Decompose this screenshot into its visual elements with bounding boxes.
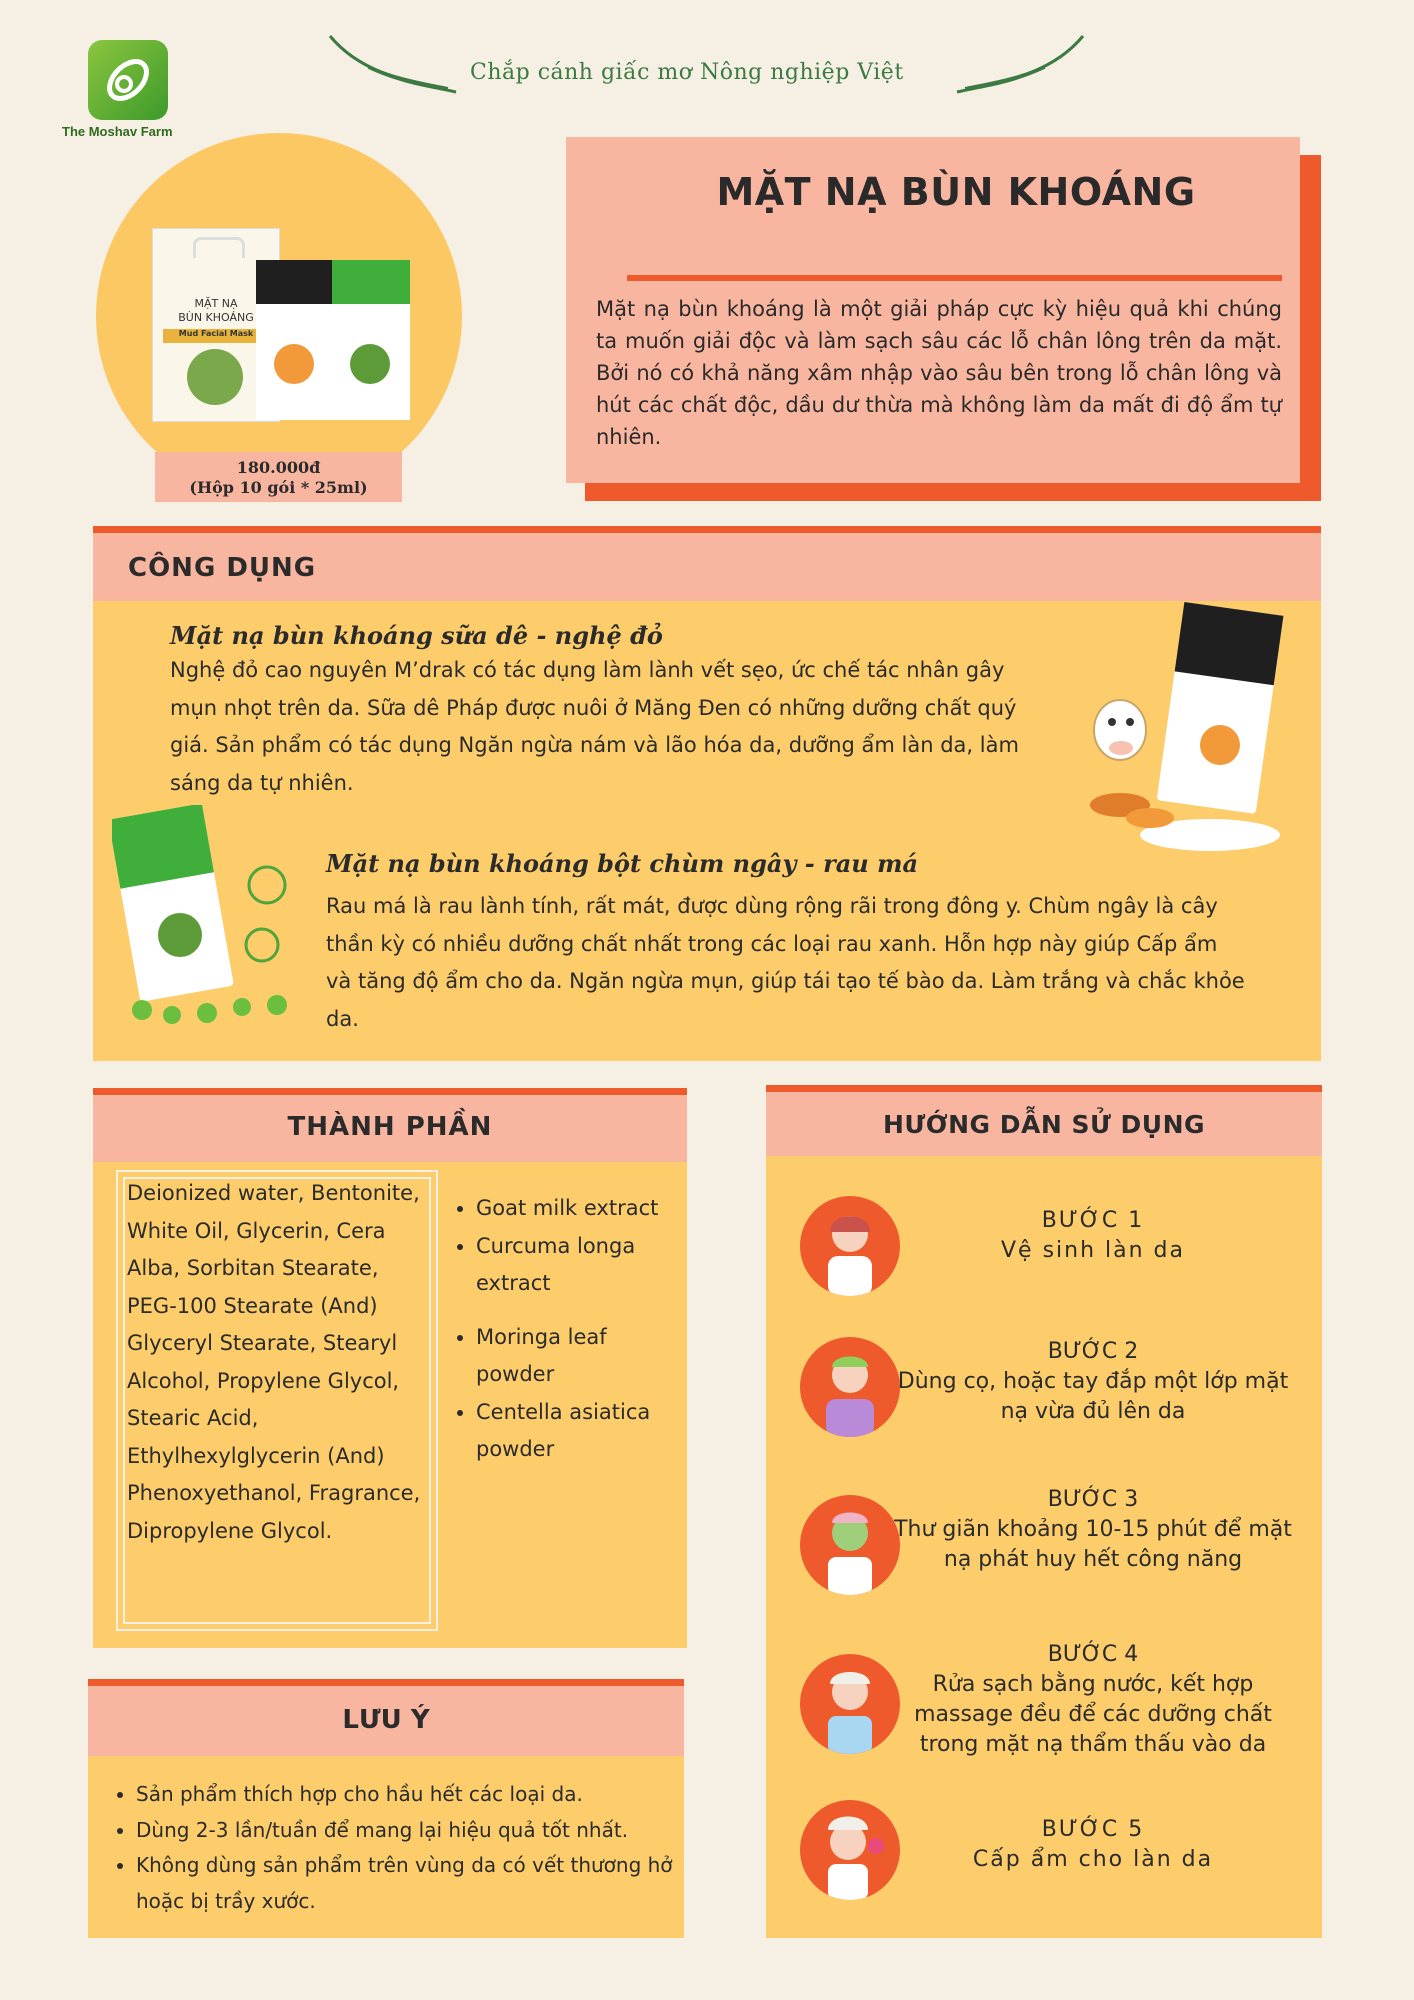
cong-dung-heading: CÔNG DỤNG	[128, 553, 317, 583]
list-item: • Dùng 2-3 lần/tuần để mang lại hiệu quả tốt nhất.	[136, 1813, 680, 1849]
step-3	[893, 1485, 1293, 1575]
step-4-text: Rửa sạch bằng nước, kết hợp massage đều để các dưỡng chất trong mặt nạ thẩm thấu vào da	[914, 1672, 1272, 1757]
benefit-2-text: Rau má là rau lành tính, rất mát, được dùng rộng rãi trong đông y. Chùm ngây là cây thần kỳ có nhiều dưỡng chất nhất trong các loại rau xanh. Hỗn hợp này giúp Cấp ẩm và tăng độ ẩm cho da. Ngăn ngừa mụn, giúp tái tạo tế bào da. Làm trắng và chắc khỏe da.	[326, 894, 1245, 1031]
cong-dung-top-bar	[93, 526, 1321, 533]
step-1-text: Vệ sinh làn da	[1000, 1238, 1185, 1263]
step-2-apply-mask-icon	[800, 1337, 900, 1437]
box-label-line2: BÙN KHOÁNG	[178, 311, 254, 324]
price-unit: (Hộp 10 gói * 25ml)	[189, 478, 368, 497]
list-item: • Moringa leaf powder	[476, 1319, 680, 1394]
ingredients-list: Deionized water, Bentonite, White Oil, Glycerin, Cera Alba, Sorbitan Stearate, PEG-100 Stearate (And) Glyceryl Stearate, Stearyl Alcohol, Propylene Glycol, Stearic Acid, Ethylhexylglycerin (And) Phenoxyethanol, Fragrance, Dipropylene Glycol.	[127, 1181, 421, 1543]
price-value: 180.000đ	[236, 458, 321, 477]
list-item: • Curcuma longa extract	[476, 1228, 680, 1303]
benefit-2-title: Mặt nạ bùn khoáng bột chùm ngây - rau má	[326, 849, 919, 878]
step-4	[893, 1640, 1293, 1760]
list-item: • Centella asiatica powder	[476, 1394, 680, 1469]
product-description: Mặt nạ bùn khoáng là một giải pháp cực kỳ hiệu quả khi chúng ta muốn giải độc và làm sạch sâu các lỗ chân lông trên da mặt. Bởi nó có khả năng xâm nhập vào sâu bên trong lỗ chân lông và hút các chất độc, dầu dư thừa mà không làm da mất đi độ ẩm tự nhiên.	[596, 297, 1282, 449]
step-5-moisturize-icon	[800, 1800, 900, 1900]
list-item: • Không dùng sản phẩm trên vùng da có vết thương hở hoặc bị trầy xước.	[136, 1848, 680, 1919]
box-label-line3: Mud Facial Mask	[163, 329, 269, 343]
step-2	[893, 1337, 1293, 1427]
brand-logo	[88, 40, 168, 120]
list-item: • Sản phẩm thích hợp cho hầu hết các loại da.	[136, 1777, 680, 1813]
leaf-logo-icon	[100, 52, 156, 108]
left-wing-ornament-icon	[328, 30, 458, 100]
step-3-relax-icon	[800, 1495, 900, 1595]
step-2-text: Dùng cọ, hoặc tay đắp một lớp mặt nạ vừa đủ lên da	[897, 1369, 1289, 1424]
brand-tagline: Chắp cánh giấc mơ Nông nghiệp Việt	[470, 60, 904, 85]
goat-milk-turmeric-illustration-icon	[1080, 600, 1290, 860]
list-item: • Goat milk extract	[476, 1190, 680, 1228]
step-5-label: BƯỚC 5	[1041, 1817, 1145, 1842]
luu-y-top-bar	[88, 1679, 684, 1686]
step-1-face-washing-icon	[800, 1196, 900, 1296]
huong-dan-heading: HƯỚNG DẪN SỬ DỤNG	[882, 1110, 1206, 1139]
step-4-label: BƯỚC 4	[1047, 1642, 1139, 1667]
right-wing-ornament-icon	[950, 30, 1085, 100]
moringa-centella-illustration-icon	[112, 805, 312, 1030]
step-3-text: Thư giãn khoảng 10-15 phút để mặt nạ phát huy hết công năng	[894, 1517, 1292, 1572]
title-divider	[627, 275, 1282, 281]
benefit-1-title: Mặt nạ bùn khoáng sữa dê - nghệ đỏ	[170, 621, 663, 650]
page-title: MẶT NẠ BÙN KHOÁNG	[716, 170, 1196, 214]
notes-list	[110, 1777, 680, 1919]
extracts-list	[450, 1190, 680, 1469]
moringa-sachet-image	[332, 260, 410, 420]
thanh-phan-top-bar	[93, 1088, 687, 1095]
luu-y-heading: LƯU Ý	[342, 1705, 430, 1735]
step-1-label: BƯỚC 1	[1041, 1208, 1145, 1233]
goat-milk-sachet-image	[256, 260, 334, 420]
step-2-label: BƯỚC 2	[1047, 1339, 1139, 1364]
brand-name: The Moshav Farm	[62, 124, 173, 139]
thanh-phan-heading: THÀNH PHẦN	[287, 1112, 493, 1142]
huong-dan-top-bar	[766, 1085, 1322, 1092]
benefit-1-text: Nghệ đỏ cao nguyên M’drak có tác dụng làm lành vết sẹo, ức chế tác nhân gây mụn nhọt trên da. Sữa dê Pháp được nuôi ở Măng Đen có những dưỡng chất quý giá. Sản phẩm có tác dụng Ngăn ngừa nám và lão hóa da, dưỡng ẩm làn da, làm sáng da tự nhiên.	[170, 658, 1019, 795]
step-1	[893, 1206, 1293, 1266]
step-5	[893, 1815, 1293, 1875]
step-5-text: Cấp ẩm cho làn da	[972, 1847, 1214, 1872]
step-4-rinse-massage-icon	[800, 1654, 900, 1754]
box-label-line1: MẶT NẠ	[194, 297, 238, 310]
price-tag	[155, 452, 402, 502]
step-3-label: BƯỚC 3	[1047, 1487, 1139, 1512]
